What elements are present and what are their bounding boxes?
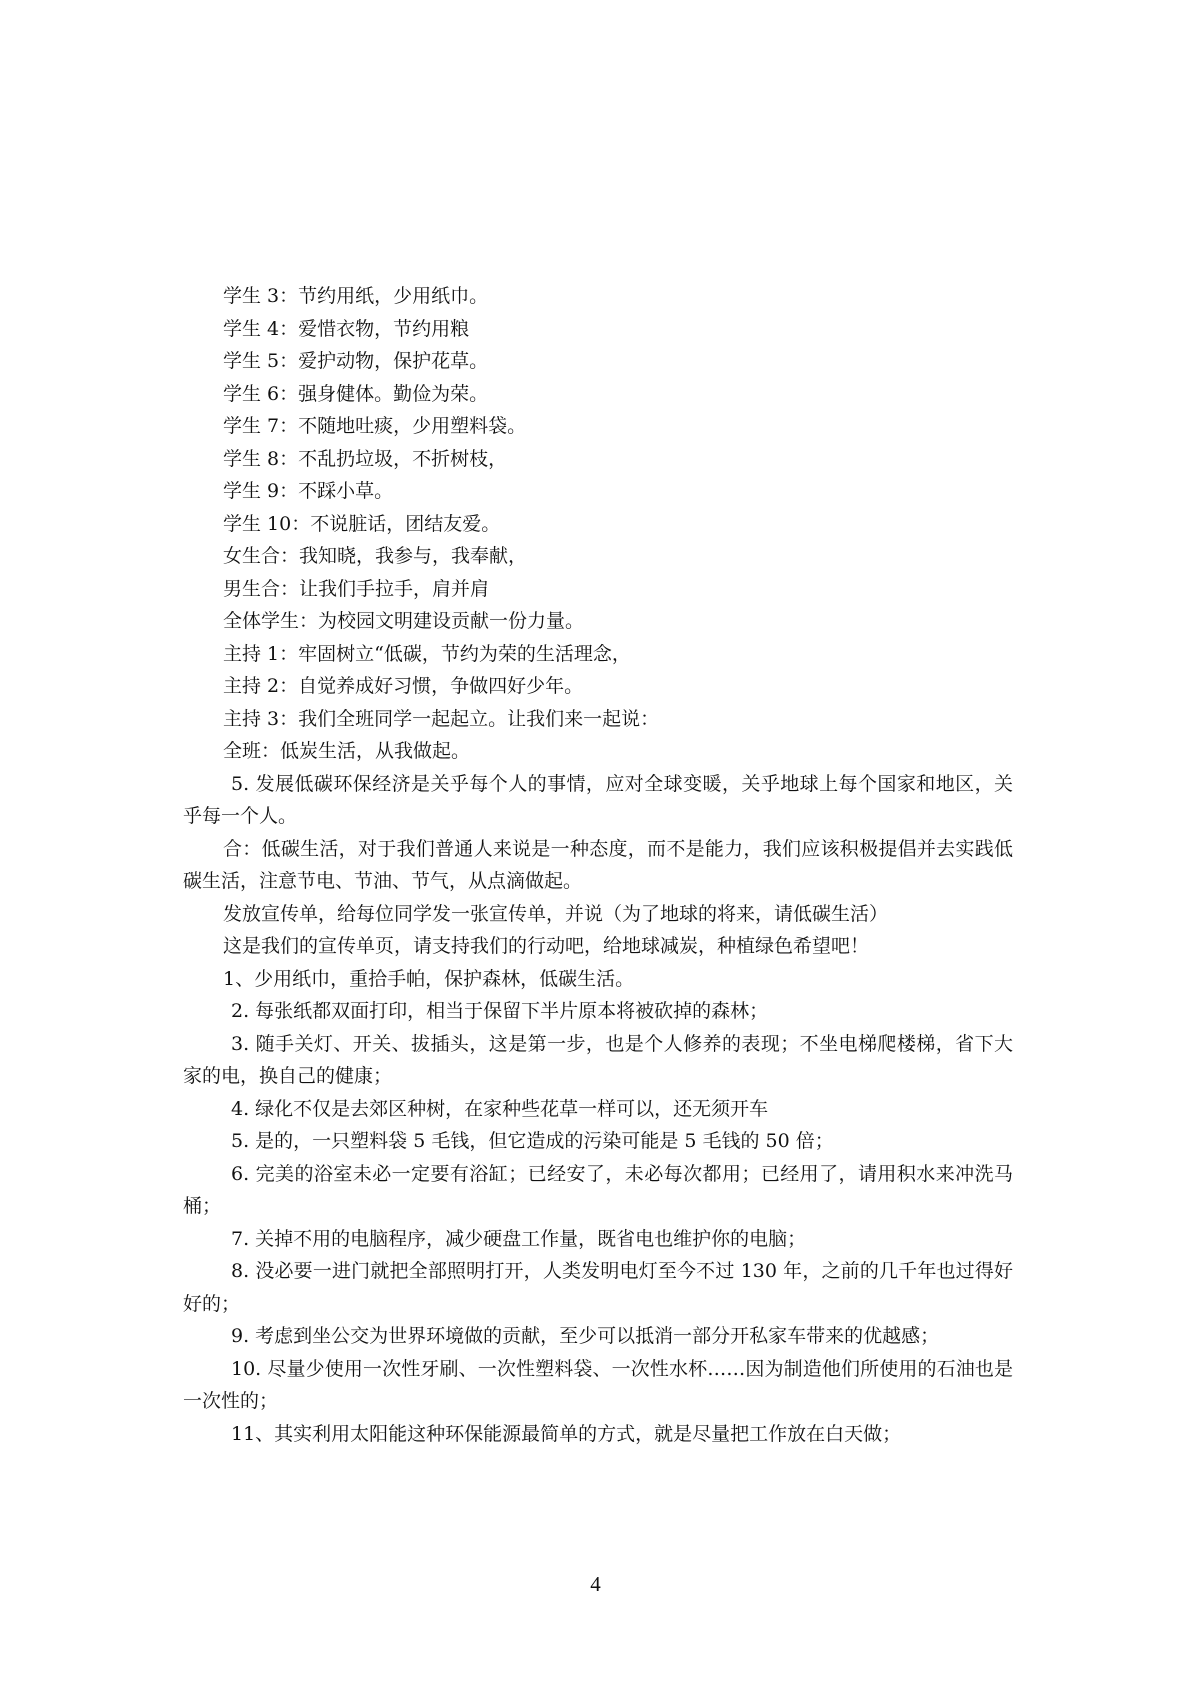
tip-item: 5. 是的，一只塑料袋 5 毛钱，但它造成的污染可能是 5 毛钱的 50 倍； [231, 1130, 834, 1152]
paragraph-together: 合：低碳生活，对于我们普通人来说是一种态度，而不是能力，我们应该积极提倡并去实践低碳生活，注意节电、节油、节气，从点滴做起。 [183, 837, 1013, 892]
dialogue-line: 学生 7：不随地吐痰，少用塑料袋。 [223, 415, 527, 437]
tip-item: 6. 完美的浴室未必一定要有浴缸；已经安了，未必每次都用；已经用了，请用积水来冲洗马桶； [183, 1162, 1013, 1217]
tip-item: 4. 绿化不仅是去郊区种树，在家种些花草一样可以，还无须开车 [231, 1097, 769, 1120]
dialogue-line: 学生 3：节约用纸，少用纸巾。 [223, 285, 489, 307]
dialogue-line: 学生 9：不踩小草。 [223, 480, 394, 502]
tip-item: 1、少用纸巾，重拾手帕，保护森林，低碳生活。 [223, 967, 635, 990]
dialogue-line: 主持 1：牢固树立“低碳，节约为荣的生活理念， [223, 642, 631, 665]
dialogue-line: 学生 4：爱惜衣物，节约用粮 [223, 317, 470, 340]
page-number: 4 [590, 1572, 601, 1596]
tip-item: 7. 关掉不用的电脑程序，减少硬盘工作量，既省电也维护你的电脑； [231, 1227, 807, 1250]
dialogue-line: 主持 3：我们全班同学一起起立。让我们来一起说： [223, 707, 660, 730]
dialogue-line: 主持 2：自觉养成好习惯，争做四好少年。 [223, 675, 584, 697]
dialogue-line: 全体学生：为校园文明建设贡献一份力量。 [223, 610, 585, 632]
dialogue-line: 学生 6：强身健体。勤俭为荣。 [223, 382, 489, 405]
tip-item: 10. 尽量少使用一次性牙刷、一次性塑料袋、一次性水杯……因为制造他们所使用的石油也是一次性的； [183, 1357, 1013, 1412]
flyer-intro: 发放宣传单，给每位同学发一张宣传单，并说（为了地球的将来，请低碳生活） [223, 902, 889, 925]
tip-item: 8. 没必要一进门就把全部照明打开，人类发明电灯至今不过 130 年，之前的几千年也过得好好的； [183, 1260, 1013, 1315]
tip-item: 11、其实利用太阳能这种环保能源最简单的方式，就是尽量把工作放在白天做； [231, 1422, 902, 1445]
flyer-page-line: 这是我们的宣传单页，请支持我们的行动吧，给地球减炭，种植绿色希望吧！ [223, 935, 870, 957]
dialogue-line: 学生 8：不乱扔垃圾，不折树枝， [223, 447, 508, 470]
dialogue-line: 男生合：让我们手拉手，肩并肩 [223, 577, 490, 600]
dialogue-line: 全班：低炭生活，从我做起。 [223, 740, 471, 762]
tip-item: 2. 每张纸都双面打印，相当于保留下半片原本将被砍掉的森林； [231, 1000, 769, 1022]
tip-item: 3. 随手关灯、开关、拔插头，这是第一步，也是个人修养的表现；不坐电梯爬楼梯，省下大家的电，换自己的健康； [183, 1032, 1013, 1087]
paragraph-item-5: 5. 发展低碳环保经济是关乎每个人的事情，应对全球变暖，关乎地球上每个国家和地区，关乎每一个人。 [183, 772, 1013, 827]
dialogue-line: 学生 10：不说脏话，团结友爱。 [223, 512, 501, 535]
dialogue-line: 学生 5：爱护动物，保护花草。 [223, 350, 489, 372]
tip-item: 9. 考虑到坐公交为世界环境做的贡献，至少可以抵消一部分开私家车带来的优越感； [231, 1325, 940, 1347]
dialogue-line: 女生合：我知晓，我参与，我奉献， [223, 545, 528, 567]
document-body [183, 280, 1013, 1450]
